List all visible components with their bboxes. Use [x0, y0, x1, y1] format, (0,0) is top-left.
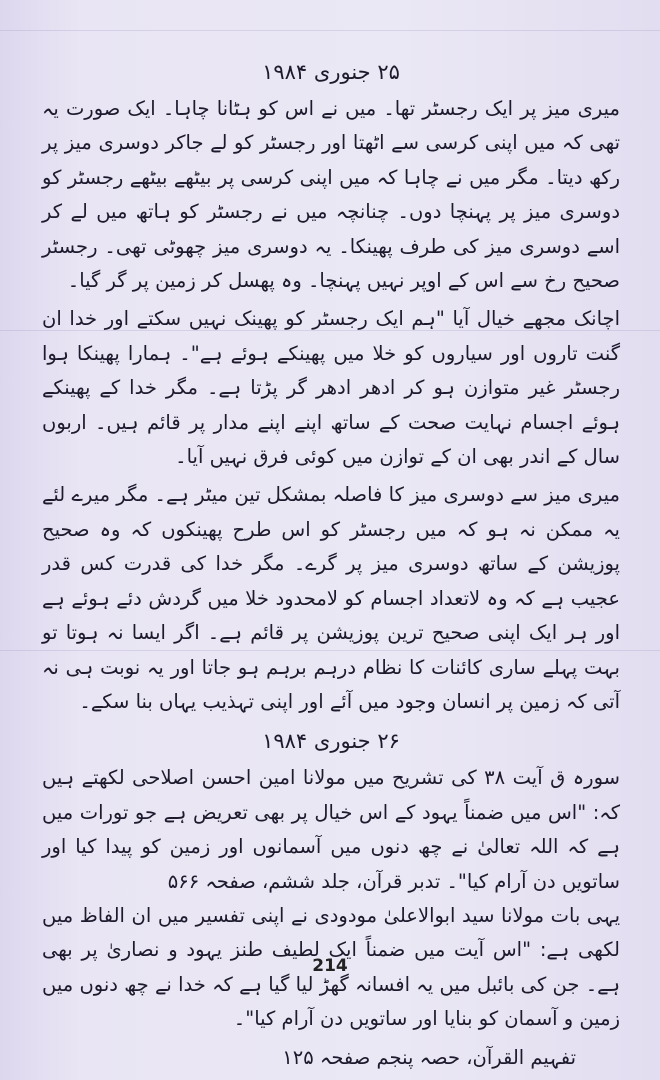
paragraph: میری میز سے دوسری میز کا فاصلہ بمشکل تین میٹر ہے۔ مگر میرے لئے یہ ممکن نہ ہو کہ میں رجسٹر کو اس طرح پھینکوں کہ وہ صحیح پوزیشن کے ساتھ دوسری میز پر گرے۔ مگر خدا کی قدرت کس قدر عجیب ہے کہ وہ لاتعداد اجسام کو لامحدود خلا میں گردش دئے ہوئے ہے اور ہر ایک اپنی صحیح ترین پوزیشن پر قائم ہے۔ اگر ایسا نہ ہوتا تو بہت پہلے ساری کائنات کا نظام درہم برہم ہو جاتا اور یہ نوبت ہی نہ آتی کہ زمین پر انسان وجود میں آئے اور اپنی تہذیب یہاں بنا سکے۔ — [42, 483, 620, 713]
page-number: 214 — [312, 956, 348, 976]
paragraph: اچانک مجھے خیال آیا "ہم ایک رجسٹر کو پھینک نہیں سکتے اور خدا ان گنت تاروں اور سیاروں کو خلا میں پھینکے ہوئے ہے"۔ ہمارا پھینکا ہوا رجسٹر غیر متوازن ہو کر ادھر ادھر گر پڑتا ہے۔ مگر خدا کے پھینکے ہوئے اجسام نہایت صحت کے ساتھ اپنے اپنے مدار پر قائم ہیں۔ اربوں سال کے اندر بھی ان کے توازن میں کوئی فرق نہیں آیا۔ — [42, 307, 620, 469]
entry-date: ۲۶ جنوری ۱۹۸۴ — [262, 729, 400, 754]
entry-date: ۲۵ جنوری ۱۹۸۴ — [262, 60, 400, 84]
paragraph: سورہ ق آیت ۳۸ کی تشریح میں مولانا امین احسن اصلاحی لکھتے ہیں کہ: "اس میں ضمناً یہود کے اس خیال پر بھی تعریض ہے جو تورات میں ہے کہ اللہ تعالیٰ نے چھ دنوں میں آسمانوں اور زمین کو پیدا کیا اور ساتویں دن آرام کیا"۔ تدبر قرآن، جلد ششم، صفحہ ۵۶۶ — [42, 766, 620, 893]
citation-reference: تفہیم القرآن، حصہ پنجم صفحہ ۱۲۵ — [282, 1045, 576, 1069]
bleed-through-line — [0, 30, 660, 31]
paragraph: یہی بات مولانا سید ابوالاعلیٰ مودودی نے اپنی تفسیر میں ان الفاظ میں لکھی ہے: "اس آیت میں ضمناً ایک لطیف طنز یہود و نصاریٰ پر بھی ہے۔ جن کی بائبل میں یہ افسانہ گھڑ لیا گیا ہے کہ خدا نے چھ دنوں میں زمین و آسمان کو بنایا اور ساتویں دن آرام کیا"۔ — [42, 903, 620, 1031]
page-text — [42, 60, 620, 1075]
paragraph: میری میز پر ایک رجسٹر تھا۔ میں نے اس کو ہٹانا چاہا۔ ایک صورت یہ تھی کہ میں اپنی کرسی سے اٹھتا اور رجسٹر کو لے جاکر دوسری میز پر رکھ دیتا۔ مگر میں نے چاہا کہ میں اپنی کرسی پر بیٹھے بیٹھے رجسٹر کو دوسری میز پر پہنچا دوں۔ چنانچہ میں نے رجسٹر کو ہاتھ میں لے کر اسے دوسری میز کی طرف پھینکا۔ یہ دوسری میز چھوٹی تھی۔ رجسٹر صحیح رخ سے اس کے اوپر نہیں پہنچا۔ وہ پھسل کر زمین پر گر گیا۔ — [42, 97, 620, 293]
